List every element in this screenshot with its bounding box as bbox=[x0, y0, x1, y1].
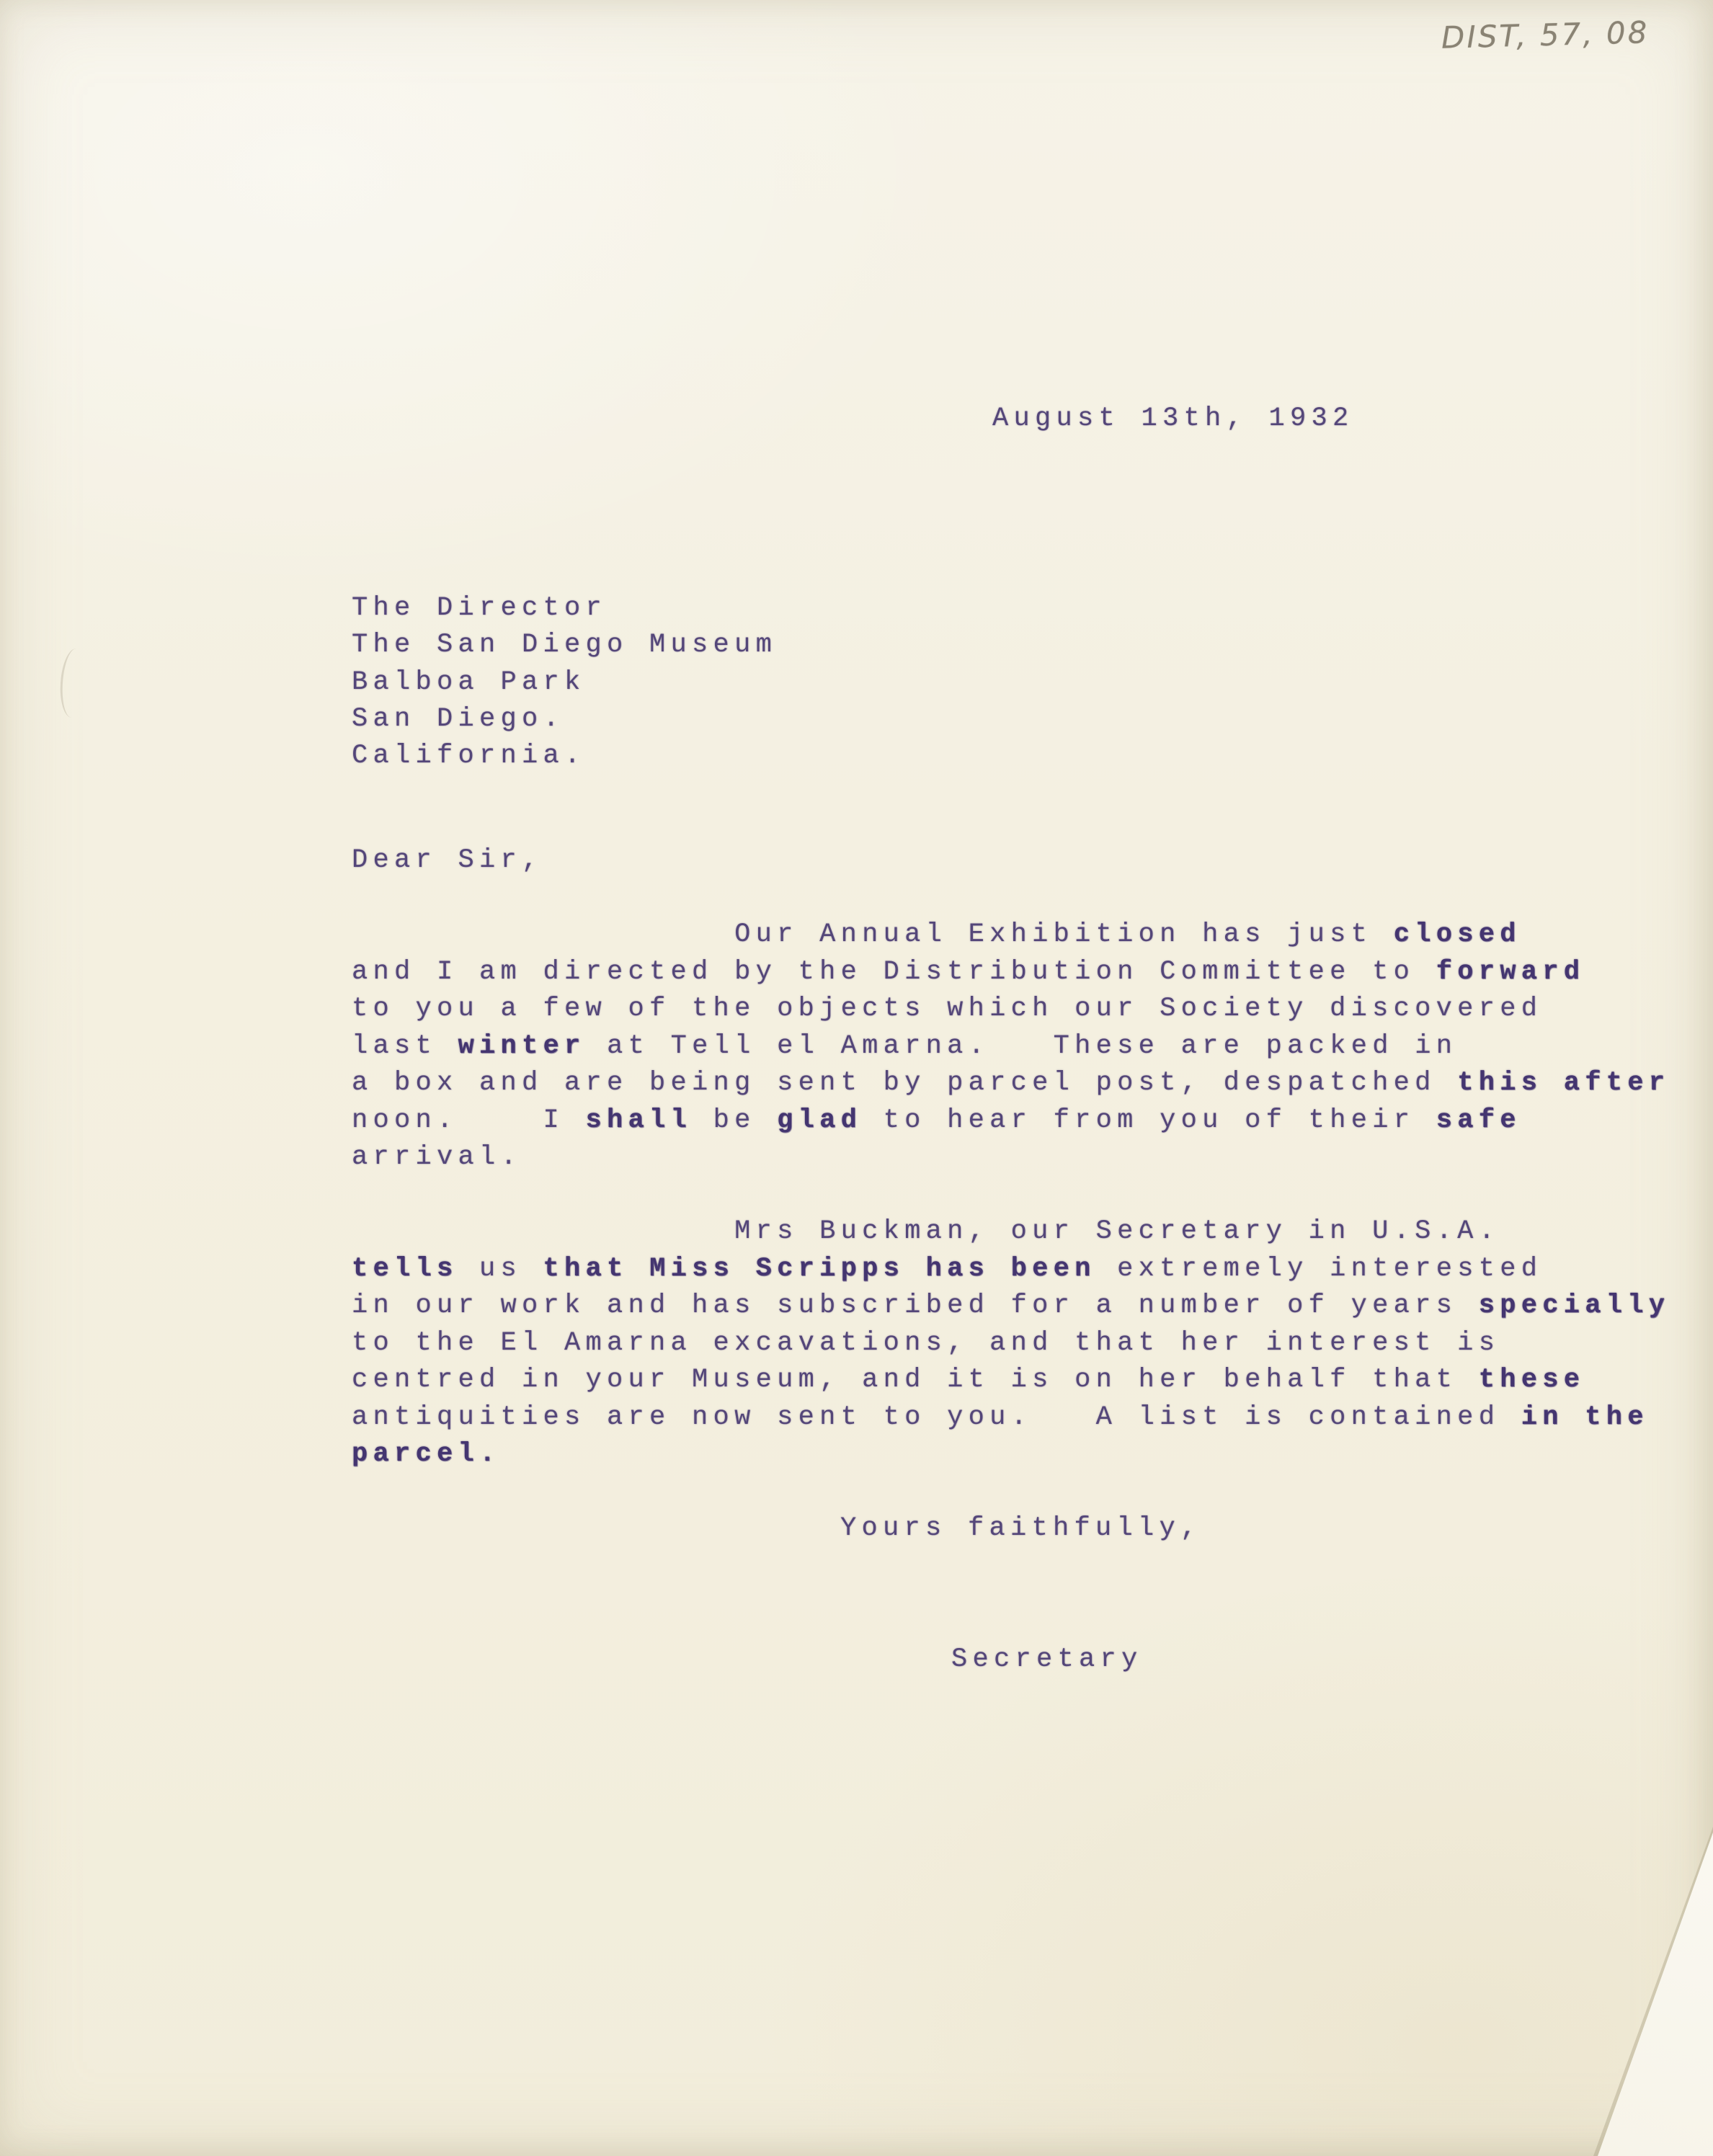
typed-segment-bold: specially bbox=[1478, 1291, 1670, 1321]
letter-line bbox=[352, 1325, 1670, 1363]
typed-segment: antiquities are now sent to you. A list is contained bbox=[352, 1402, 1521, 1433]
typed-segment: Mrs Buckman, our Secretary in U.S.A. bbox=[352, 1216, 1500, 1247]
letter-line bbox=[352, 991, 1670, 1028]
letter-paragraph bbox=[352, 917, 1670, 1177]
letter-line bbox=[352, 1362, 1670, 1399]
recipient-line: San Diego. bbox=[352, 703, 565, 734]
typed-segment: at Tell el Amarna. These are packed in bbox=[585, 1030, 1458, 1061]
typed-segment: arrival. bbox=[352, 1142, 522, 1172]
recipient-line: The San Diego Museum bbox=[352, 630, 778, 661]
blank-line bbox=[352, 1177, 1670, 1214]
typed-segment: and I am directed by the Distribution Committee to bbox=[352, 956, 1436, 987]
typed-segment: be bbox=[692, 1105, 778, 1136]
letter-line bbox=[352, 1028, 1670, 1066]
typed-segment-bold: parcel. bbox=[352, 1439, 501, 1469]
letter-line bbox=[352, 1213, 1670, 1251]
typed-segment: Dear Sir, bbox=[352, 845, 543, 876]
typed-segment-bold: glad bbox=[777, 1105, 863, 1136]
typed-segment-bold: closed bbox=[1393, 919, 1521, 950]
recipient-address bbox=[352, 590, 777, 775]
typed-segment-bold: these bbox=[1478, 1365, 1585, 1395]
blank-line bbox=[352, 880, 1670, 917]
letter-body bbox=[352, 842, 1670, 1474]
typed-segment-bold: shall bbox=[585, 1105, 693, 1136]
letter-line bbox=[352, 954, 1670, 992]
typed-segment: in our work and has subscribed for a number of years bbox=[352, 1291, 1479, 1321]
typed-segment: centred in your Museum, and it is on her behalf that bbox=[352, 1365, 1479, 1395]
letter-line bbox=[352, 917, 1670, 954]
typed-segment-bold: that Miss Scripps has been bbox=[543, 1253, 1096, 1284]
typed-segment-bold: tells bbox=[352, 1253, 458, 1284]
typed-segment-bold: this after bbox=[1457, 1068, 1670, 1098]
typed-segment: to you a few of the objects which our Society discovered bbox=[352, 994, 1543, 1024]
salutation bbox=[352, 842, 1670, 880]
letter-line bbox=[352, 1399, 1670, 1437]
closing: Yours faithfully, bbox=[840, 1513, 1202, 1544]
typed-segment-bold: forward bbox=[1436, 956, 1585, 987]
typed-segment: last bbox=[352, 1030, 458, 1061]
letter-line bbox=[352, 1065, 1670, 1102]
typed-segment: to hear from you of their bbox=[862, 1105, 1436, 1136]
letter-line bbox=[352, 1436, 1670, 1474]
typed-segment: us bbox=[458, 1253, 543, 1284]
letter-date: August 13th, 1932 bbox=[992, 404, 1354, 434]
letter-line bbox=[352, 1251, 1670, 1288]
letter-paragraph bbox=[352, 1213, 1670, 1474]
recipient-line: The Director bbox=[352, 593, 608, 623]
typed-segment-bold: winter bbox=[458, 1030, 586, 1061]
recipient-line: Balboa Park bbox=[352, 667, 586, 698]
typed-segment: to the El Amarna excavations, and that her interest is bbox=[352, 1327, 1500, 1358]
typed-segment: noon. I bbox=[352, 1105, 586, 1136]
recipient-line: California. bbox=[352, 741, 586, 772]
archive-annotation: DIST, 57, 08 bbox=[1441, 14, 1650, 55]
typed-segment: extremely interested bbox=[1095, 1253, 1543, 1284]
typed-segment: a box and are being sent by parcel post, despatched bbox=[352, 1068, 1458, 1098]
signature-title: Secretary bbox=[951, 1644, 1143, 1675]
typed-segment-bold: safe bbox=[1436, 1105, 1521, 1136]
typed-segment: Our Annual Exhibition has just bbox=[352, 919, 1394, 950]
letter-line bbox=[352, 1139, 1670, 1177]
typed-segment-bold: in the bbox=[1521, 1402, 1649, 1433]
crease-mark bbox=[58, 648, 90, 718]
letter-line bbox=[352, 1288, 1670, 1325]
letter-line bbox=[352, 1102, 1670, 1140]
